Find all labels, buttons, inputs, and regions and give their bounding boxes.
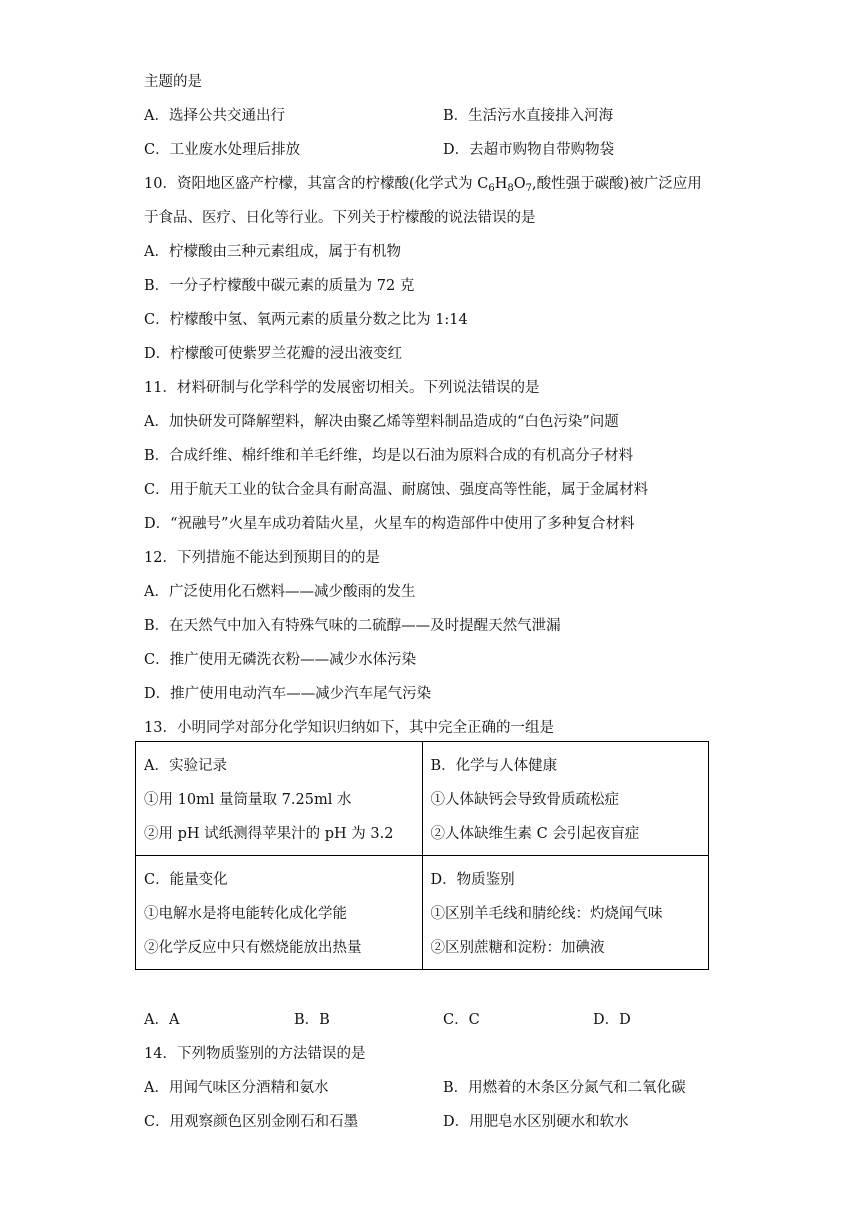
cell-a-line1: ①用 10ml 量筒量取 7.25ml 水: [144, 792, 352, 808]
q11-option-b: B．合成纤维、棉纤维和羊毛纤维，均是以石油为原料合成的有机高分子材料: [144, 448, 634, 464]
q12-option-b: B．在天然气中加入有特殊气味的二硫醇——及时提醒天然气泄漏: [144, 618, 561, 634]
question-9-stem-tail: 主题的是: [144, 74, 202, 90]
question-10-stem-line2: 于食品、医疗、日化等行业。下列关于柠檬酸的说法错误的是: [144, 210, 536, 226]
cell-d-title: D．物质鉴别: [430, 872, 515, 888]
question-11-stem: 11．材料研制与化学科学的发展密切相关。下列说法错误的是: [144, 380, 540, 396]
q14-option-d: D．用肥皂水区别硬水和软水: [443, 1114, 629, 1130]
table-cell-d: [422, 856, 709, 970]
q13-option-c: C．C: [443, 1012, 480, 1028]
q10-option-a: A．柠檬酸由三种元素组成，属于有机物: [144, 244, 401, 260]
q11-option-d: D．“祝融号”火星车成功着陆火星，火星车的构造部件中使用了多种复合材料: [144, 516, 635, 532]
cell-b-line1: ①人体缺钙会导致骨质疏松症: [430, 792, 619, 808]
q10-option-c: C．柠檬酸中氢、氧两元素的质量分数之比为 1:14: [144, 312, 468, 328]
table-cell-b: [422, 742, 709, 856]
q10-sub-7: 7: [525, 183, 532, 194]
q13-option-a: A．A: [144, 1012, 180, 1028]
q10-text-part2: ,酸性强于碳酸)被广泛应用: [531, 176, 702, 192]
q9-option-d: D．去超市购物自带购物袋: [443, 142, 615, 158]
table-cell-a: [136, 742, 423, 856]
q10-o: O: [513, 176, 526, 192]
q9-option-a: A．选择公共交通出行: [144, 108, 285, 124]
cell-d-line1: ①区别羊毛线和腈纶线：灼烧闻气味: [430, 906, 663, 922]
cell-d-line2: ②区别蔗糖和淀粉：加碘液: [430, 940, 605, 956]
q10-h: H: [494, 176, 508, 192]
q12-option-c: C．推广使用无磷洗衣粉——减少水体污染: [144, 652, 417, 668]
q14-option-b: B．用燃着的木条区分氮气和二氧化碳: [443, 1080, 686, 1096]
cell-c-line1: ①电解水是将电能转化成化学能: [144, 906, 347, 922]
q10-option-d: D．柠檬酸可使紫罗兰花瓣的浸出液变红: [144, 346, 403, 362]
question-14-stem: 14．下列物质鉴别的方法错误的是: [144, 1046, 366, 1062]
q10-sub-8: 8: [507, 183, 514, 194]
q9-option-b: B．生活污水直接排入河海: [443, 108, 614, 124]
question-13-table: [135, 741, 709, 970]
q14-option-c: C．用观察颜色区别金刚石和石墨: [144, 1114, 359, 1130]
q11-option-c: C．用于航天工业的钛合金具有耐高温、耐腐蚀、强度高等性能，属于金属材料: [144, 482, 649, 498]
cell-b-line2: ②人体缺维生素 C 会引起夜盲症: [430, 826, 640, 842]
cell-a-line2: ②用 pH 试纸测得苹果汁的 pH 为 3.2: [144, 826, 394, 842]
table-cell-c: [136, 856, 423, 970]
q12-option-a: A．广泛使用化石燃料——减少酸雨的发生: [144, 584, 416, 600]
cell-a-title: A．实验记录: [144, 758, 227, 774]
q9-option-c: C．工业废水处理后排放: [144, 142, 301, 158]
cell-b-title: B．化学与人体健康: [430, 758, 558, 774]
q14-option-a: A．用闻气味区分酒精和氨水: [144, 1080, 329, 1096]
cell-c-title: C．能量变化: [144, 872, 228, 888]
q12-option-d: D．推广使用电动汽车——减少汽车尾气污染: [144, 686, 432, 702]
q10-sub-6: 6: [488, 183, 495, 194]
q10-text-part1: 10．资阳地区盛产柠檬，其富含的柠檬酸(化学式为 C: [144, 176, 489, 192]
question-13-stem: 13．小明同学对部分化学知识归纳如下，其中完全正确的一组是: [144, 720, 554, 736]
q10-option-b: B．一分子柠檬酸中碳元素的质量为 72 克: [144, 278, 415, 294]
q11-option-a: A．加快研发可降解塑料，解决由聚乙烯等塑料制品造成的“白色污染”问题: [144, 414, 619, 430]
cell-c-line2: ②化学反应中只有燃烧能放出热量: [144, 940, 362, 956]
q13-option-b: B．B: [294, 1012, 330, 1028]
question-12-stem: 12．下列措施不能达到预期目的的是: [144, 550, 380, 566]
question-10-stem-line1: [144, 174, 702, 194]
q13-option-d: D．D: [593, 1012, 631, 1028]
